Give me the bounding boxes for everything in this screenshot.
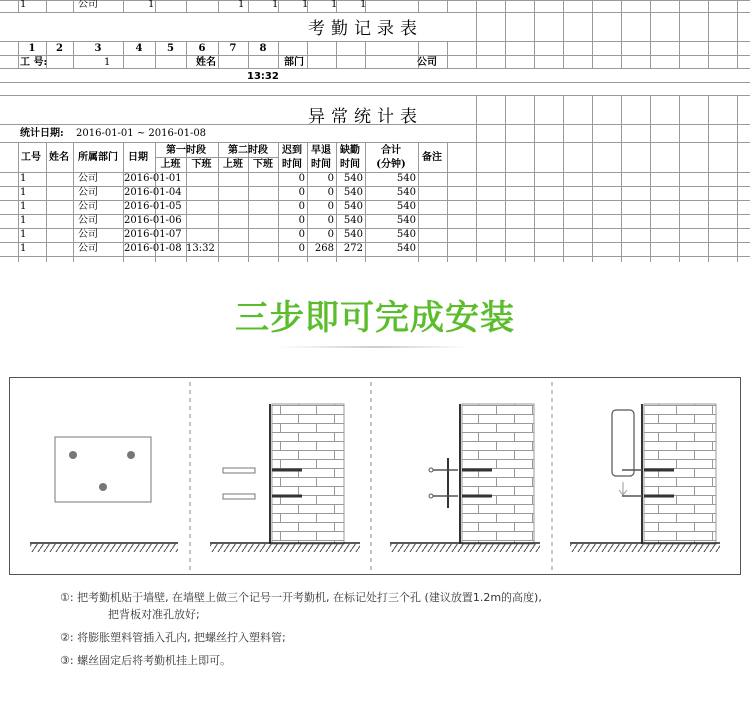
row-on: 13:32 xyxy=(186,243,215,254)
hdr-absent: 缺勤 xyxy=(340,145,360,156)
hdr-early: 早退 xyxy=(311,145,331,156)
day-number: 8 xyxy=(259,43,267,54)
step1-panel xyxy=(30,437,178,552)
day-number: 6 xyxy=(198,43,206,54)
row-id: 1 xyxy=(20,229,27,240)
top-row-v5: 1 xyxy=(331,0,338,10)
row-total: 540 xyxy=(396,215,416,226)
row-early: 0 xyxy=(327,229,334,240)
top-row-dept: 公司 xyxy=(78,0,98,10)
row-late: 0 xyxy=(298,229,305,240)
date-range: 2016-01-01 ~ 2016-01-08 xyxy=(76,128,207,139)
hdr-early-time: 时间 xyxy=(311,159,331,170)
id-label: 工 号: xyxy=(20,57,48,68)
row-total: 540 xyxy=(396,229,416,240)
install-headline: 三步即可完成安装 xyxy=(235,298,515,338)
row-absent: 540 xyxy=(343,187,363,198)
attendance-title: 考勤记录表 xyxy=(308,19,423,39)
row-total: 540 xyxy=(396,187,416,198)
day-number: 5 xyxy=(167,43,174,54)
hdr-name: 姓名 xyxy=(49,152,69,163)
install-diagram xyxy=(9,377,741,575)
top-row-v2: 1 xyxy=(238,0,245,10)
row-dept: 公司 xyxy=(78,201,98,212)
hdr-p1-on: 上班 xyxy=(160,159,181,170)
hdr-total: 合计 xyxy=(381,145,401,156)
row-late: 0 xyxy=(298,215,305,226)
step-1-text-cont: 把背板对准孔放好; xyxy=(108,608,200,621)
step4-panel xyxy=(570,404,720,552)
top-row-v4: 1 xyxy=(302,0,309,10)
install-diagram-art xyxy=(10,378,742,576)
step3-panel xyxy=(390,404,540,552)
row-early: 0 xyxy=(327,201,334,212)
row-dept: 公司 xyxy=(78,243,98,254)
row-absent: 540 xyxy=(343,215,363,226)
row-absent: 272 xyxy=(343,243,363,254)
company-label: 公司 xyxy=(417,57,437,68)
day-number: 3 xyxy=(94,43,102,54)
row-early: 0 xyxy=(327,215,334,226)
top-row-v6: 1 xyxy=(360,0,367,10)
top-row-v1: 1 xyxy=(148,0,155,10)
punch-time: 13:32 xyxy=(247,71,279,82)
row-absent: 540 xyxy=(343,173,363,184)
row-id: 1 xyxy=(20,187,27,198)
row-early: 0 xyxy=(327,187,334,198)
exceptions-title: 异常统计表 xyxy=(308,107,423,127)
day-number: 7 xyxy=(229,43,237,54)
step2-panel xyxy=(210,404,360,552)
row-date: 2016-01-01 xyxy=(124,173,182,184)
hdr-period1: 第一时段 xyxy=(166,145,206,156)
hdr-dept: 所属部门 xyxy=(78,152,118,163)
row-early: 268 xyxy=(314,243,334,254)
row-id: 1 xyxy=(20,173,27,184)
day-number: 2 xyxy=(56,43,63,54)
step-2-text: ②: 将膨胀塑料管插入孔内, 把螺丝拧入塑料管; xyxy=(60,631,286,644)
date-label: 统计日期: xyxy=(20,128,64,139)
row-total: 540 xyxy=(396,243,416,254)
row-id: 1 xyxy=(20,201,27,212)
row-dept: 公司 xyxy=(78,215,98,226)
row-date: 2016-01-04 xyxy=(124,187,182,198)
row-id: 1 xyxy=(20,243,27,254)
hdr-late: 迟到 xyxy=(282,145,302,156)
row-late: 0 xyxy=(298,187,305,198)
row-date: 2016-01-06 xyxy=(124,215,182,226)
row-late: 0 xyxy=(298,243,305,254)
step-3-text: ③: 螺丝固定后将考勤机挂上即可。 xyxy=(60,654,232,667)
row-absent: 540 xyxy=(343,201,363,212)
hdr-period2: 第二时段 xyxy=(228,145,268,156)
row-absent: 540 xyxy=(343,229,363,240)
headline-divider xyxy=(280,346,470,348)
hdr-p2-off: 下班 xyxy=(253,159,273,170)
day-number: 4 xyxy=(135,43,143,54)
day-number: 1 xyxy=(28,43,36,54)
top-row-id: 1 xyxy=(20,0,27,10)
hdr-date: 日期 xyxy=(128,152,148,163)
id-value: 1 xyxy=(104,57,111,68)
row-date: 2016-01-05 xyxy=(124,201,182,212)
top-row-v3: 1 xyxy=(272,0,279,10)
hdr-total-unit: (分钟) xyxy=(376,159,406,170)
hdr-late-time: 时间 xyxy=(282,159,302,170)
hdr-p1-off: 下班 xyxy=(191,159,212,170)
attendance-sheet xyxy=(0,0,750,262)
row-dept: 公司 xyxy=(78,187,98,198)
dept-label: 部门 xyxy=(284,57,304,68)
hdr-note: 备注 xyxy=(422,152,442,163)
row-date: 2016-01-08 xyxy=(124,243,182,254)
name-label: 姓名 xyxy=(196,57,216,68)
row-dept: 公司 xyxy=(78,173,98,184)
step-1-text: ①: 把考勤机贴于墙壁, 在墙壁上做三个记号一开考勤机, 在标记处打三个孔 (建议放置1.2m的高度), xyxy=(60,591,542,604)
row-total: 540 xyxy=(396,201,416,212)
hdr-id: 工号 xyxy=(21,152,41,163)
row-dept: 公司 xyxy=(78,229,98,240)
row-early: 0 xyxy=(327,173,334,184)
row-late: 0 xyxy=(298,173,305,184)
row-total: 540 xyxy=(396,173,416,184)
row-date: 2016-01-07 xyxy=(124,229,182,240)
hdr-absent-time: 时间 xyxy=(340,159,360,170)
row-id: 1 xyxy=(20,215,27,226)
row-late: 0 xyxy=(298,201,305,212)
hdr-p2-on: 上班 xyxy=(223,159,243,170)
